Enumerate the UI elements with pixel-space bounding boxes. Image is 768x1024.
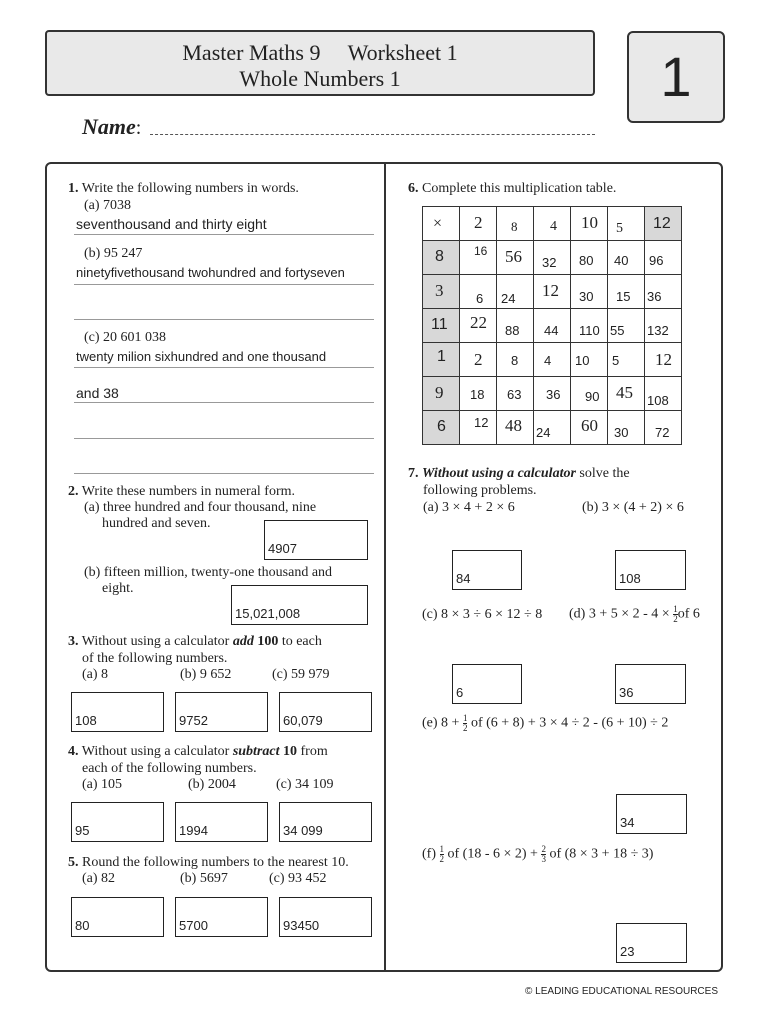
q7d-answer-box[interactable]: 36 xyxy=(615,664,686,704)
fraction-two-thirds: $\frac{2}{3}$ xyxy=(541,844,546,864)
answer-line xyxy=(74,319,374,320)
q5-prompt: 5. Round the following numbers to the nearest 10. xyxy=(68,855,349,870)
row-header: 11 xyxy=(423,309,460,343)
table-cell[interactable]: 132 xyxy=(645,309,682,343)
table-cell[interactable]: 36 xyxy=(645,275,682,309)
q1b-answer[interactable]: ninetyfivethousand twohundred and fortyseven xyxy=(76,265,345,280)
q2-prompt: 2. Write these numbers in numeral form. xyxy=(68,484,296,499)
table-cell[interactable]: 2 xyxy=(460,343,497,377)
table-cell[interactable]: 90 xyxy=(571,377,608,411)
q3a-label: (a) 8 xyxy=(82,667,109,682)
col-header: 5 xyxy=(608,207,645,241)
table-cell[interactable]: 63 xyxy=(497,377,534,411)
table-cell[interactable]: 32 xyxy=(534,241,571,275)
table-cell[interactable]: 5 xyxy=(608,343,645,377)
answer-line xyxy=(74,402,374,403)
copyright-footer: © LEADING EDUCATIONAL RESOURCES xyxy=(525,986,718,997)
table-cell[interactable]: 108 xyxy=(645,377,682,411)
table-cell[interactable]: 40 xyxy=(608,241,645,275)
table-cell[interactable]: 18 xyxy=(460,377,497,411)
table-header-row xyxy=(423,207,682,241)
worksheet-number: 1 xyxy=(627,31,725,123)
q6-prompt: 6. Complete this multiplication table. xyxy=(408,181,617,196)
table-row xyxy=(423,241,682,275)
q7b-answer-box[interactable]: 108 xyxy=(615,550,686,590)
q4a-label: (a) 105 xyxy=(82,777,123,792)
row-header: 6 xyxy=(423,411,460,445)
q1a-answer[interactable]: seventhousand and thirty eight xyxy=(76,216,267,232)
q7f-expression: (f) $\frac{1}{2}$ of (18 - 6 × 2) + $\frac{2}{3}$ of (8 × 3 + 18 ÷ 3) xyxy=(422,844,654,864)
table-row xyxy=(423,411,682,445)
table-row xyxy=(423,309,682,343)
q1-prompt: 1. Write the following numbers in words. xyxy=(68,181,299,196)
title-line-2: Whole Numbers 1 xyxy=(239,66,401,91)
q7-prompt: 7. Without using a calculator solve the xyxy=(408,466,630,481)
table-row xyxy=(423,343,682,377)
name-label: Name: xyxy=(82,114,142,139)
worksheet-title-box xyxy=(45,30,595,96)
q3b-label: (b) 9 652 xyxy=(180,667,232,682)
table-cell[interactable]: 80 xyxy=(571,241,608,275)
q3b-answer-box[interactable]: 9752 xyxy=(175,692,268,732)
table-cell[interactable]: 8 xyxy=(497,343,534,377)
col-header: 10 xyxy=(571,207,608,241)
table-cell[interactable]: 30 xyxy=(608,411,645,445)
q3c-answer-box[interactable]: 60,079 xyxy=(279,692,372,732)
table-cell[interactable]: 96 xyxy=(645,241,682,275)
q2b-text-1: (b) fifteen million, twenty-one thousand and xyxy=(84,565,333,580)
table-cell[interactable]: 12 xyxy=(460,411,497,445)
title-line-1: Master Maths 9 Worksheet 1 xyxy=(182,40,458,65)
q3-prompt-line-2: of the following numbers. xyxy=(82,651,228,666)
table-cell[interactable]: 110 xyxy=(571,309,608,343)
q7c-expression: (c) 8 × 3 ÷ 6 × 12 ÷ 8 xyxy=(422,607,543,622)
table-row xyxy=(423,275,682,309)
row-header: 9 xyxy=(423,377,460,411)
table-cell[interactable]: 16 xyxy=(460,241,497,275)
answer-line xyxy=(74,234,374,235)
answer-line xyxy=(74,438,374,439)
table-cell[interactable]: 24 xyxy=(534,411,571,445)
table-cell[interactable]: 88 xyxy=(497,309,534,343)
q3a-answer-box[interactable]: 108 xyxy=(71,692,164,732)
fraction-one-half: $\frac{1}{2}$ xyxy=(673,604,678,624)
fraction-one-half: $\frac{1}{2}$ xyxy=(462,713,468,733)
table-cell[interactable]: 12 xyxy=(534,275,571,309)
q3c-label: (c) 59 979 xyxy=(272,667,330,682)
q7a-expression: (a) 3 × 4 + 2 × 6 xyxy=(423,500,515,515)
q3-prompt: 3. Without using a calculator add 100 to each xyxy=(68,634,322,649)
table-cell[interactable]: 56 xyxy=(497,241,534,275)
fraction-one-half: $\frac{1}{2}$ xyxy=(439,844,444,864)
q7e-answer-box[interactable]: 34 xyxy=(616,794,687,834)
row-header: 3 xyxy=(423,275,460,309)
q5c-label: (c) 93 452 xyxy=(269,871,327,886)
q7e-expression: (e) 8 + $\frac{1}{2}$ of (6 + 8) + 3 × 4 ÷ 2 - (6 + 10) ÷ 2 xyxy=(422,713,669,733)
table-cell[interactable]: 10 xyxy=(571,343,608,377)
table-cell[interactable]: 60 xyxy=(571,411,608,445)
q4b-answer-box[interactable]: 1994 xyxy=(175,802,268,842)
row-header: 8 xyxy=(423,241,460,275)
col-header: 4 xyxy=(534,207,571,241)
q4a-answer-box[interactable]: 95 xyxy=(71,802,164,842)
table-cell[interactable]: 72 xyxy=(645,411,682,445)
q5a-answer-box[interactable]: 80 xyxy=(71,897,164,937)
q5b-label: (b) 5697 xyxy=(180,871,228,886)
answer-line xyxy=(74,473,374,474)
table-cell[interactable]: 22 xyxy=(460,309,497,343)
q4-prompt-line-2: each of the following numbers. xyxy=(82,761,257,776)
q5c-answer-box[interactable]: 93450 xyxy=(279,897,372,937)
table-cell[interactable]: 45 xyxy=(608,377,645,411)
q7b-expression: (b) 3 × (4 + 2) × 6 xyxy=(582,500,684,515)
q5b-answer-box[interactable]: 5700 xyxy=(175,897,268,937)
table-cell[interactable]: 4 xyxy=(534,343,571,377)
q1b-label: (b) 95 247 xyxy=(84,246,143,261)
table-row xyxy=(423,377,682,411)
answer-line xyxy=(74,284,374,285)
column-divider xyxy=(384,163,386,971)
q1c-label: (c) 20 601 038 xyxy=(84,330,167,345)
q4c-label: (c) 34 109 xyxy=(276,777,334,792)
name-field[interactable] xyxy=(150,134,595,135)
q2b-text-2: eight. xyxy=(102,581,134,596)
table-cell[interactable]: 30 xyxy=(571,275,608,309)
q1c-answer-1[interactable]: twenty milion sixhundred and one thousand xyxy=(76,349,327,364)
q2a-answer-box[interactable]: 4907 xyxy=(264,520,368,560)
table-corner: × xyxy=(423,207,460,241)
q2a-text-2: hundred and seven. xyxy=(102,516,211,531)
table-cell[interactable]: 55 xyxy=(608,309,645,343)
q4c-answer-box[interactable]: 34 099 xyxy=(279,802,372,842)
q7a-answer-box[interactable]: 84 xyxy=(452,550,522,590)
answer-line xyxy=(74,367,374,368)
q1c-answer-2[interactable]: and 38 xyxy=(76,385,119,401)
table-cell[interactable]: 36 xyxy=(534,377,571,411)
multiplication-table xyxy=(422,206,682,445)
table-cell[interactable]: 15 xyxy=(608,275,645,309)
col-header: 8 xyxy=(497,207,534,241)
table-cell[interactable]: 24 xyxy=(497,275,534,309)
table-cell[interactable]: 12 xyxy=(645,343,682,377)
q7c-answer-box[interactable]: 6 xyxy=(452,664,522,704)
q4-prompt: 4. Without using a calculator subtract 10 from xyxy=(68,744,328,759)
q2a-text-1: (a) three hundred and four thousand, nine xyxy=(84,500,317,515)
table-cell[interactable]: 44 xyxy=(534,309,571,343)
q7-prompt-line-2: following problems. xyxy=(423,483,537,498)
col-header: 2 xyxy=(460,207,497,241)
q4b-label: (b) 2004 xyxy=(188,777,236,792)
q2b-answer-box[interactable]: 15,021,008 xyxy=(231,585,368,625)
q1a-label: (a) 7038 xyxy=(84,198,132,213)
q5a-label: (a) 82 xyxy=(82,871,116,886)
row-header: 1 xyxy=(423,343,460,377)
q7d-expression: (d) 3 + 5 × 2 - 4 × $\frac{1}{2}of$ 6 xyxy=(569,604,700,624)
col-header: 12 xyxy=(645,207,682,241)
table-cell[interactable]: 48 xyxy=(497,411,534,445)
table-cell[interactable]: 6 xyxy=(460,275,497,309)
q7f-answer-box[interactable]: 23 xyxy=(616,923,687,963)
